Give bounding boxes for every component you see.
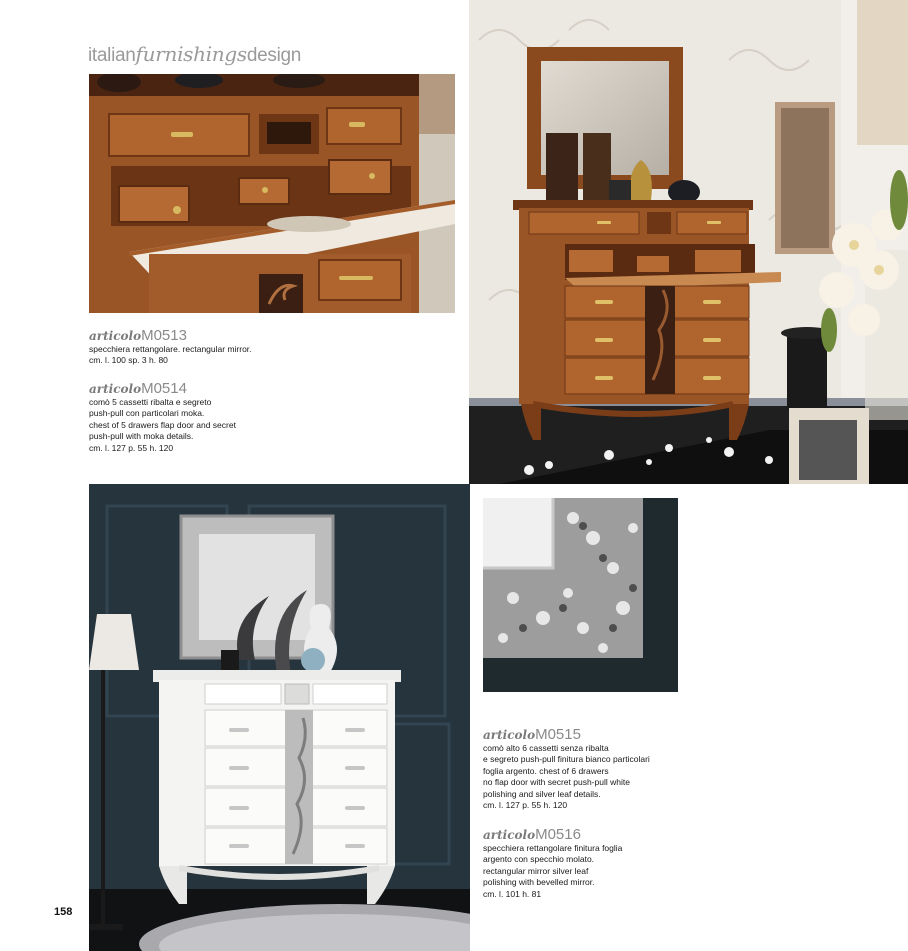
article-label: articolo <box>89 329 142 343</box>
article-line: cm. l. 100 sp. 3 h. 80 <box>89 355 168 366</box>
article-line: push-pull con particolari moka. <box>89 408 205 419</box>
article-label: articolo <box>483 728 536 742</box>
article-m0515 <box>483 726 743 811</box>
article-code: M0515 <box>535 726 581 743</box>
article-code: M0516 <box>535 826 581 843</box>
article-line: cm. l. 127 p. 55 h. 120 <box>483 800 568 811</box>
article-line: comò 5 cassetti ribalta e segreto <box>89 397 212 407</box>
brand-header <box>88 42 301 67</box>
page-number: 158 <box>54 906 73 918</box>
photo-silver-frame-detail <box>483 498 678 692</box>
article-line: rectangular mirror silver leaf <box>483 865 589 876</box>
article-heading <box>89 327 349 344</box>
article-code: M0514 <box>141 380 187 397</box>
article-line: cm. l. 127 p. 55 h. 120 <box>89 442 174 453</box>
article-m0514 <box>89 380 349 454</box>
article-heading <box>89 380 349 397</box>
article-line: specchiera rettangolare. rectangular mirror. <box>89 344 252 354</box>
article-line: push-pull with moka details. <box>89 431 194 442</box>
article-label: articolo <box>483 828 536 842</box>
article-line: e segreto push-pull finitura bianco particolari <box>483 754 650 765</box>
article-line: argento con specchio molato. <box>483 854 595 865</box>
photo-walnut-chest-room <box>469 0 908 484</box>
brand-part-3: design <box>246 45 302 66</box>
article-m0516 <box>483 826 743 900</box>
article-line: comò alto 6 cassetti senza ribalta <box>483 743 609 753</box>
article-heading <box>483 726 743 743</box>
brand-part-2: furnishings <box>135 42 247 66</box>
article-label: articolo <box>89 382 142 396</box>
brand-part-1: italian <box>88 45 136 66</box>
article-line: cm. l. 101 h. 81 <box>483 888 542 899</box>
article-line: specchiera rettangolare finitura foglia <box>483 843 623 853</box>
photo-white-chest-room <box>89 484 470 951</box>
article-line: foglia argento. chest of 6 drawers <box>483 765 609 776</box>
article-code: M0513 <box>141 327 187 344</box>
article-m0513 <box>89 327 349 367</box>
article-line: chest of 5 drawers flap door and secret <box>89 419 236 430</box>
photo-drawer-detail <box>89 74 455 313</box>
article-line: no flap door with secret push-pull white <box>483 777 630 788</box>
article-line: polishing with bevelled mirror. <box>483 877 595 888</box>
article-line: polishing and silver leaf details. <box>483 788 601 799</box>
article-heading <box>483 826 743 843</box>
